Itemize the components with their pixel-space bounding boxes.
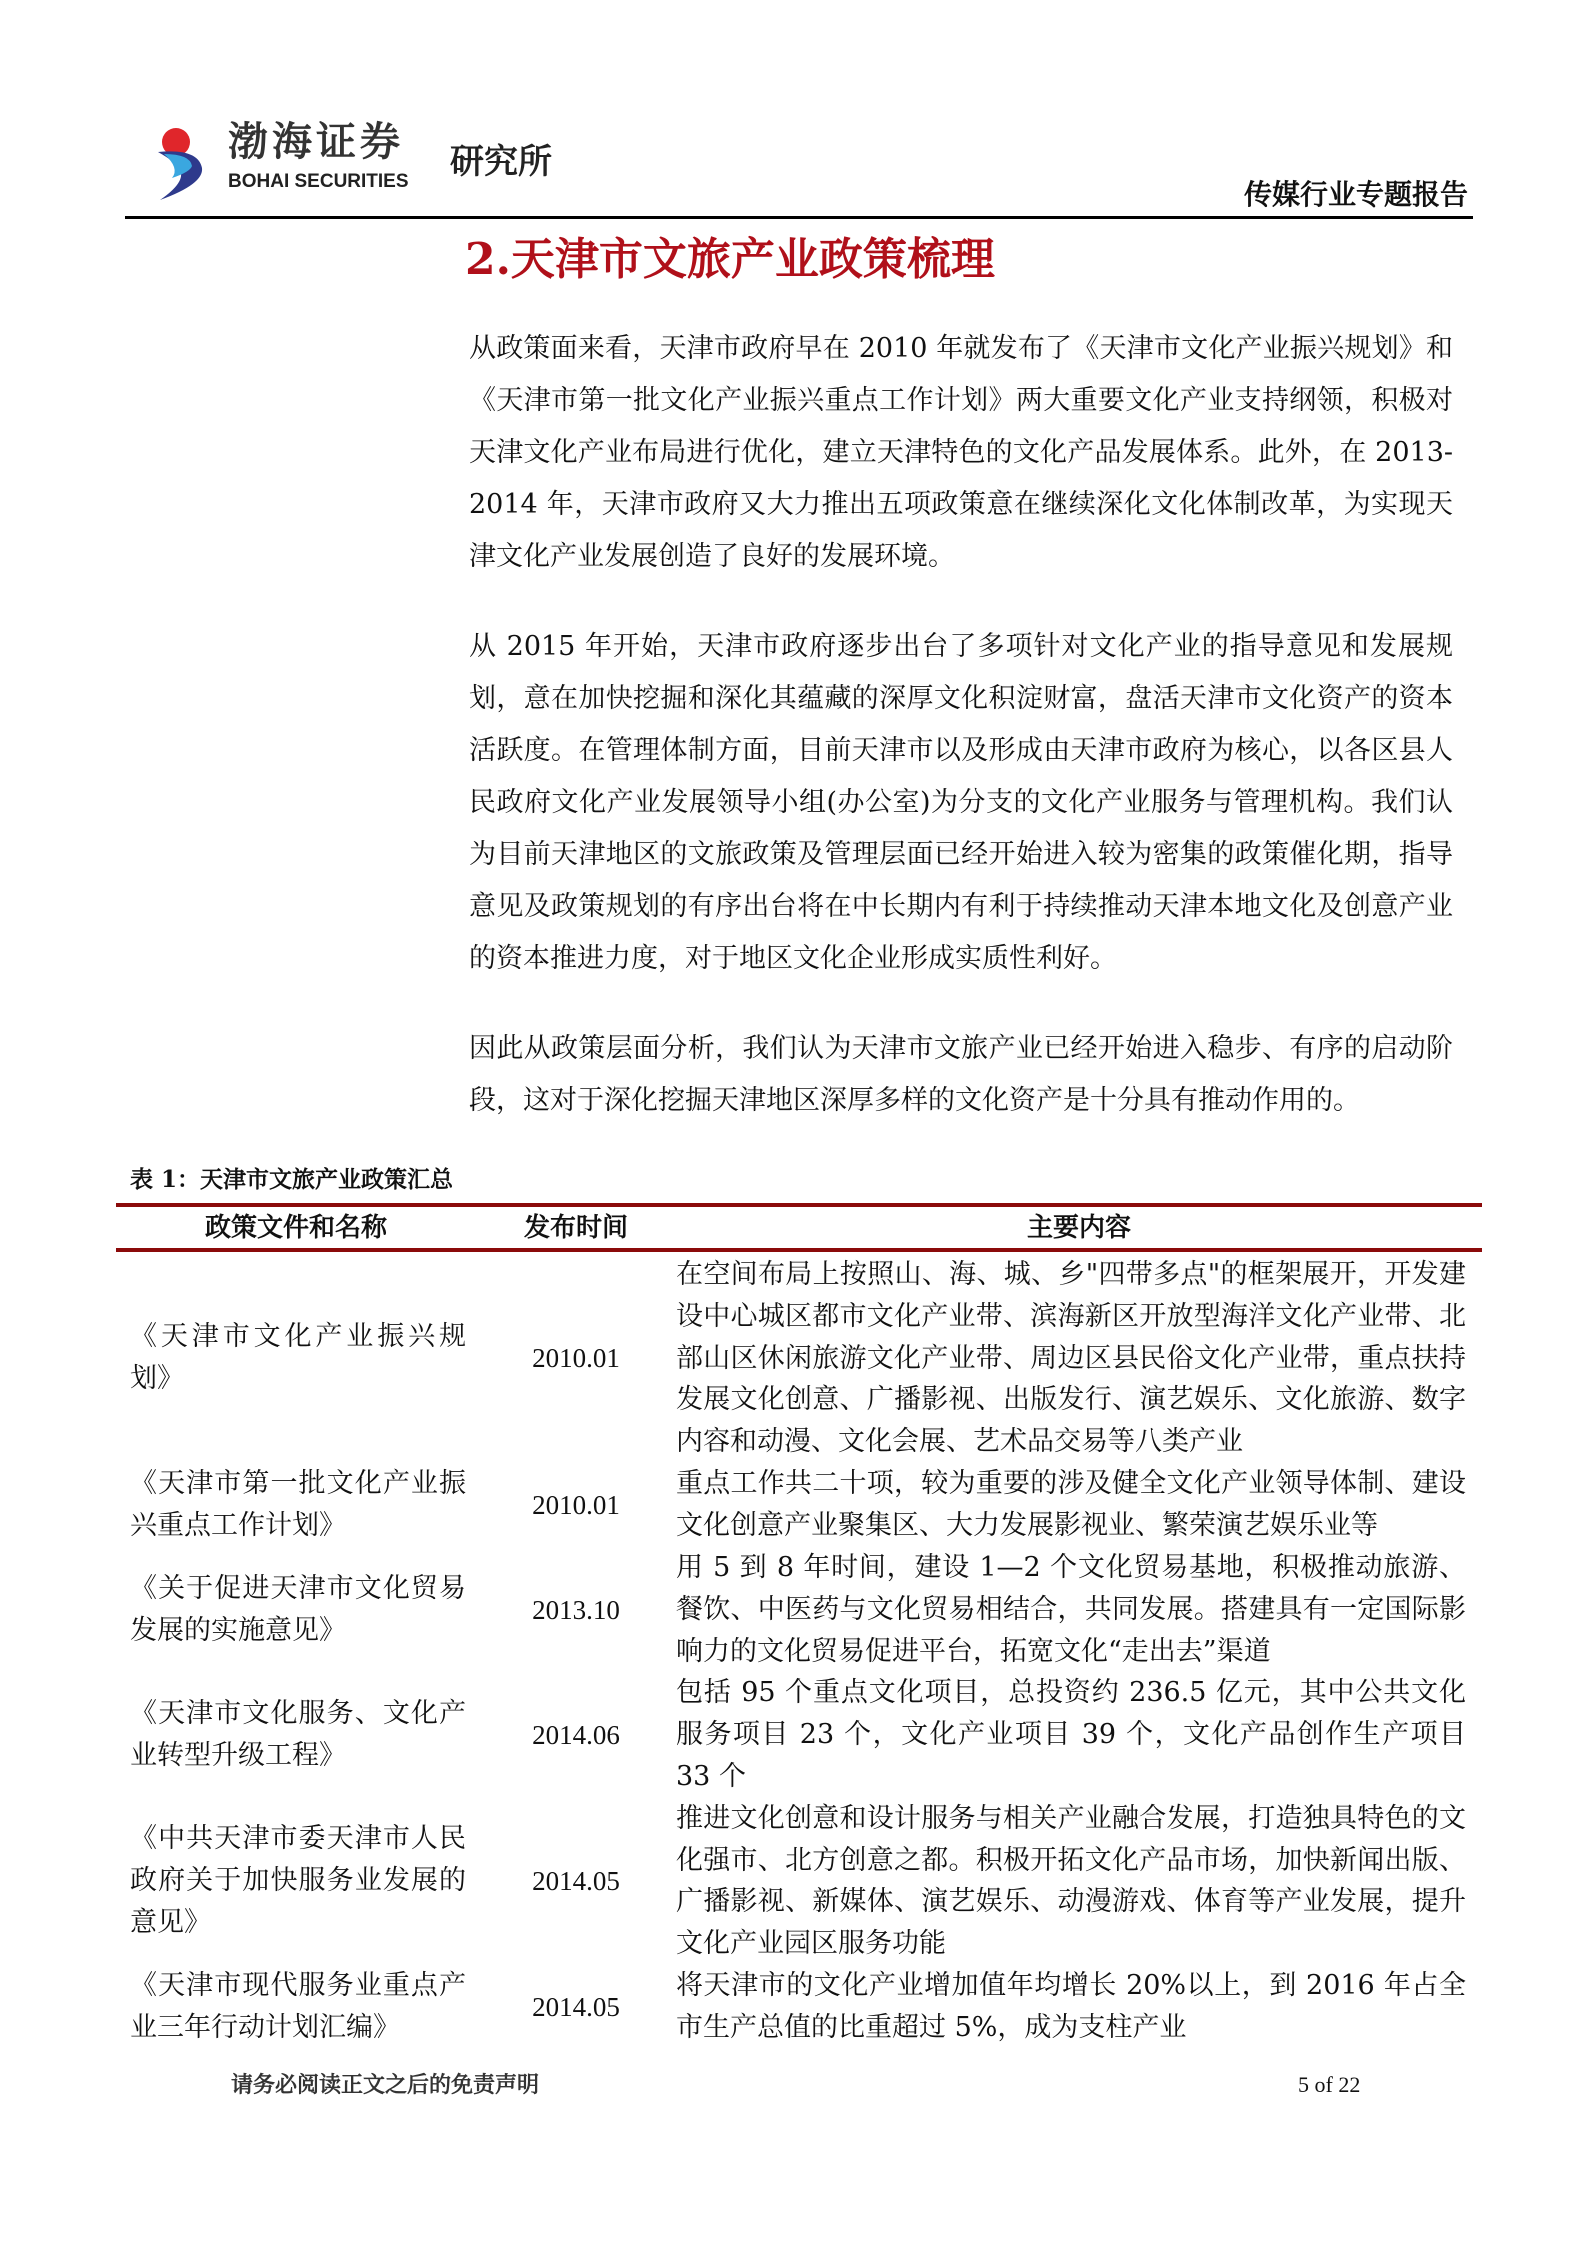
policy-content: 推进文化创意和设计服务与相关产业融合发展，打造独具特色的文化强市、北方创意之都。积极开拓文化产品市场，加快新闻出版、广播影视、新媒体、演艺娱乐、动漫游戏、体育等产业发展，提升文化产业园区服务功能 <box>676 1802 1466 1960</box>
logo-english-name: BOHAI SECURITIES <box>228 171 409 192</box>
policy-name: 《天津市文化服务、文化产业转型升级工程》 <box>130 1698 466 1772</box>
table-header <box>116 1207 1482 1248</box>
table-row <box>116 1254 1482 1463</box>
policy-table <box>116 1252 1482 2049</box>
page-footer <box>0 2065 1586 2105</box>
policy-name: 《中共天津市委天津市人民政府关于加快服务业发展的意见》 <box>130 1823 466 1939</box>
policy-date: 2014.06 <box>532 1720 620 1751</box>
policy-content: 包括 95 个重点文化项目，总投资约 236.5 亿元，其中公共文化服务项目 23 个，文化产业项目 39 个，文化产品创作生产项目 33 个 <box>676 1677 1466 1792</box>
logo-institute: 研究所 <box>450 142 552 182</box>
policy-content: 用 5 到 8 年时间，建设 1—2 个文化贸易基地，积极推动旅游、餐饮、中医药与文化贸易相结合，共同发展。搭建具有一定国际影响力的文化贸易促进平台，拓宽文化“走出去”渠道 <box>676 1551 1466 1667</box>
policy-content: 重点工作共二十项，较为重要的涉及健全文化产业领导体制、建设文化创意产业聚集区、大力发展影视业、繁荣演艺娱乐业等 <box>676 1468 1466 1541</box>
table-row <box>116 1463 1482 1547</box>
header-content: 主要内容 <box>1026 1212 1131 1243</box>
policy-date: 2014.05 <box>532 1991 620 2022</box>
main-content <box>0 323 1586 2105</box>
policy-name: 《关于促进天津市文化贸易发展的实施意见》 <box>130 1572 466 1646</box>
page-number: 5 of 22 <box>1298 2071 1361 2097</box>
logo-chinese-name: 渤海证券 <box>228 119 404 165</box>
table-row <box>116 1965 1482 2049</box>
policy-name: 《天津市文化产业振兴规划》 <box>130 1321 466 1395</box>
header-date: 发布时间 <box>523 1212 628 1243</box>
paragraph-1: 从政策面来看，天津市政府早在 2010 年就发布了《天津市文化产业振兴规划》和《天津市第一批文化产业振兴重点工作计划》两大重要文化产业支持纲领，积极对天津文化产业布局进行优化，建立天津特色的文化产品发展体系。此外，在 2013-2014 年，天津市政府又大力推出五项政策意在继续深化文化体制改革，为实现天津文化产业发展创造了良好的发展环境。 <box>469 333 1453 572</box>
report-type: 传媒行业专题报告 <box>1243 178 1468 211</box>
logo-mark-icon <box>150 122 220 202</box>
paragraph-2: 从 2015 年开始，天津市政府逐步出台了多项针对文化产业的指导意见和发展规划，意在加快挖掘和深化其蕴藏的深厚文化积淀财富，盘活天津市文化资产的资本活跃度。在管理体制方面，目前天津市以及形成由天津市政府为核心，以各区县人民政府文化产业发展领导小组(办公室)为分支的文化产业服务与管理机构。我们认为目前天津地区的文旅政策及管理层面已经开始进入较为密集的政策催化期，指导意见及政策规划的有序出台将在中长期内有利于持续推动天津本地文化及创意产业的资本推进力度，对于地区文化企业形成实质性利好。 <box>469 631 1453 974</box>
table-row <box>116 1547 1482 1672</box>
policy-date: 2014.05 <box>532 1866 620 1897</box>
bohai-securities-logo <box>150 118 580 208</box>
policy-content: 将天津市的文化产业增加值年均增长 20%以上，到 2016 年占全市生产总值的比重超过 5%，成为支柱产业 <box>676 1970 1466 2043</box>
policy-name: 《天津市第一批文化产业振兴重点工作计划》 <box>130 1467 466 1541</box>
policy-date: 2010.01 <box>532 1489 620 1520</box>
policy-date: 2010.01 <box>532 1343 620 1374</box>
header-divider <box>125 216 1473 219</box>
footer-disclaimer: 请务必阅读正文之后的免责声明 <box>231 2071 540 2098</box>
policy-date: 2013.10 <box>532 1594 620 1625</box>
policy-content: 在空间布局上按照山、海、城、乡"四带多点"的框架展开，开发建设中心城区都市文化产业带、滨海新区开放型海洋文化产业带、北部山区休闲旅游文化产业带、周边区县民俗文化产业带，重点扶持发展文化创意、广播影视、出版发行、演艺娱乐、文化旅游、数字内容和动漫、文化会展、艺术品交易等八类产业 <box>676 1259 1466 1458</box>
table-caption: 表 1：天津市文旅产业政策汇总 <box>130 1166 454 1193</box>
policy-name: 《天津市现代服务业重点产业三年行动计划汇编》 <box>130 1969 466 2043</box>
section-title: 2.天津市文旅产业政策梳理 <box>465 234 995 285</box>
paragraph-3: 因此从政策层面分析，我们认为天津市文旅产业已经开始进入稳步、有序的启动阶段，这对于深化挖掘天津地区深厚多样的文化资产是十分具有推动作用的。 <box>469 1033 1453 1116</box>
table-row <box>116 1798 1482 1965</box>
table-row <box>116 1672 1482 1797</box>
header-policy-name: 政策文件和名称 <box>204 1212 387 1243</box>
